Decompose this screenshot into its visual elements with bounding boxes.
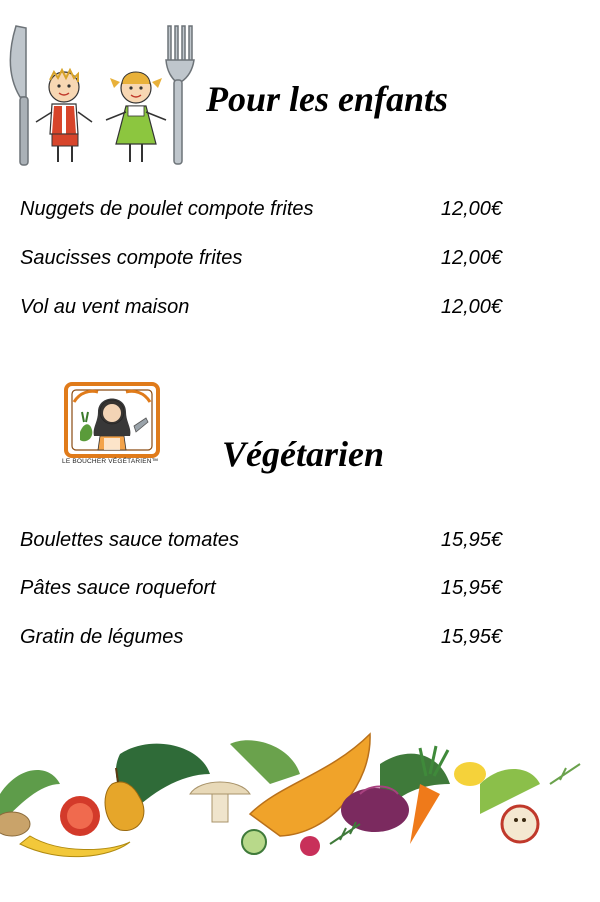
menu-item-name: Gratin de légumes	[20, 626, 184, 648]
menu-item-name: Pâtes sauce roquefort	[20, 577, 216, 599]
kids-with-cutlery-illustration	[6, 22, 198, 168]
logo-emblem-icon	[60, 382, 164, 458]
menu-item-name: Saucisses compote frites	[20, 247, 243, 269]
menu-item-price: 12,00€	[440, 247, 502, 269]
menu-item-name: Vol au vent maison	[20, 296, 190, 318]
menu-item-price: 12,00€	[440, 198, 502, 220]
menu-item-price: 15,95€	[440, 577, 502, 599]
logo-caption: LE BOUCHER VÉGÉTARIEN™	[62, 458, 159, 465]
kids-section-title: Pour les enfants	[206, 79, 449, 119]
menu-item-price: 15,95€	[440, 626, 502, 648]
menu-item-price: 15,95€	[440, 529, 502, 551]
menu-item-name: Boulettes sauce tomates	[20, 529, 240, 551]
veg-section-title: Végétarien	[222, 434, 384, 474]
vegetables-banner-illustration	[0, 724, 600, 874]
vegetarian-butcher-logo	[60, 382, 164, 470]
menu-item-name: Nuggets de poulet compote frites	[20, 198, 314, 220]
menu-item-price: 12,00€	[440, 296, 502, 318]
